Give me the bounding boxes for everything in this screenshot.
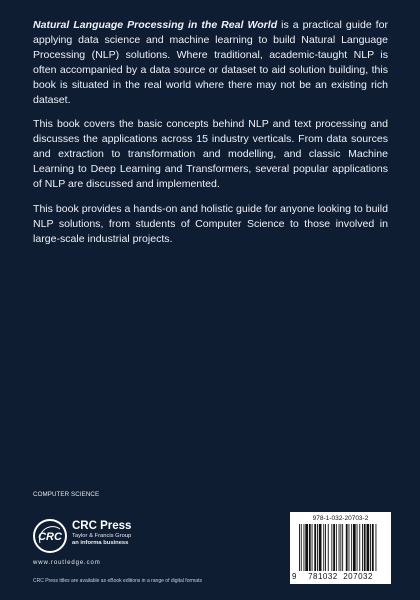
barcode-right-digits: 207032	[343, 572, 373, 581]
back-cover-blurb	[33, 18, 388, 257]
publisher-logo	[33, 519, 213, 559]
barcode-digits	[290, 572, 391, 581]
isbn-text: 978-1-032-20703-2	[312, 515, 369, 522]
crc-press-logo-icon	[33, 519, 67, 553]
publisher-group: Taylor & Francis Group	[72, 533, 132, 539]
publisher-name: CRC Press	[72, 520, 132, 532]
publisher-info	[72, 520, 202, 547]
blurb-paragraph-2: This book covers the basic concepts behind NLP and text processing and discusses the applications across 15 industry verticals. From data sources and extraction to transformation and modelling, and classic Machine Learning to Deep Learning and Transformers, several popular applications of NLP are discussed and implemented.	[33, 118, 388, 191]
book-title: Natural Language Processing in the Real World	[33, 19, 278, 31]
publisher-business: an informa business	[72, 540, 129, 546]
barcode-left-digits: 781032	[308, 572, 338, 581]
crc-logo-text: CRC	[38, 531, 62, 543]
barcode-lead-digit: 9	[292, 572, 297, 581]
blurb-paragraph-1-text: is a practical guide for applying data science and machine learning to build Natural Language Processing (NLP) solutions. Where traditional, academic-taught NLP is often accompanied by a data source or dataset to aid solution building, this book is situated in the real world where there may not be an existing rich dataset.	[33, 19, 388, 106]
barcode-icon	[299, 524, 385, 571]
isbn-barcode-box	[290, 512, 391, 584]
blurb-paragraph-1	[33, 18, 388, 107]
publisher-url[interactable]: www.routledge.com	[33, 560, 101, 566]
ebook-note: CRC Press titles are available as eBook editions in a range of digital formats	[33, 578, 202, 584]
blurb-paragraph-3: This book provides a hands-on and holistic guide for anyone looking to build NLP solutions, from students of Computer Science to those involved in large-scale industrial projects.	[33, 202, 388, 245]
subject-category: COMPUTER SCIENCE	[33, 491, 100, 498]
